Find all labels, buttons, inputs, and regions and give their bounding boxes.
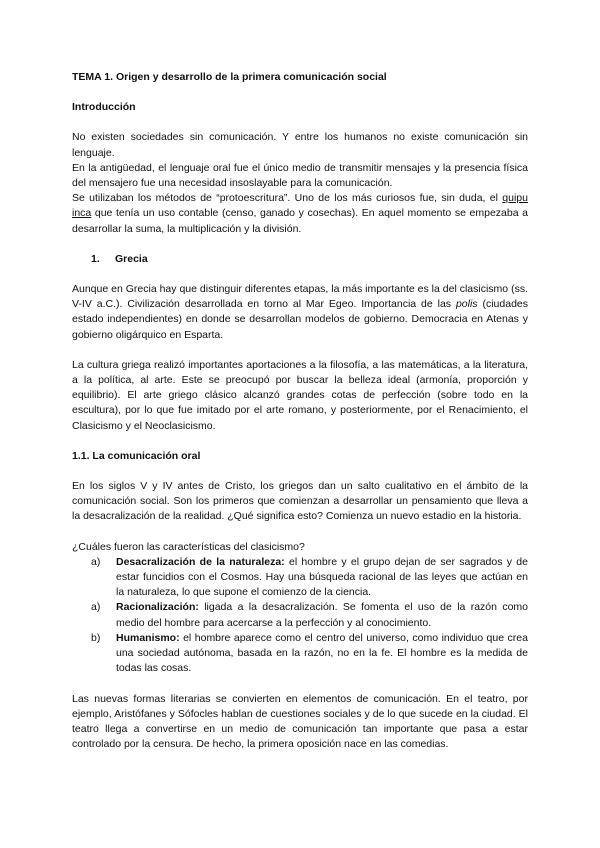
intro-p3-text-a: Se utilizaban los métodos de “protoescritura”. Uno de los más curiosos fue, sin duda, el [72, 192, 503, 205]
list-item-term: Desacralización de la naturaleza: [116, 555, 285, 568]
intro-paragraph-1: No existen sociedades sin comunicación. Y entre los humanos no existe comunicación sin lenguaje. [72, 131, 528, 159]
intro-paragraph-3 [72, 191, 528, 237]
list-item-term: Racionalización: [116, 601, 199, 614]
characteristics-list [72, 555, 528, 677]
list-item-term: Humanismo: [116, 631, 180, 644]
section-1-paragraph-1 [72, 282, 528, 343]
section-1-title: Grecia [115, 252, 148, 265]
quipu-inca-link[interactable]: quipu inca [72, 192, 528, 220]
section-1-paragraph-2: La cultura griega realizó importantes aportaciones a la filosofía, a las matemáticas, a la literatura, a la política, al arte. Este se preocupó por buscar la belleza ideal (armonía, proporción y equilibrio). El arte griego clásico alcanzó grandes cotas de perfección (sobre todo en la escultura), por lo que fue imitado por el arte romano, y posteriormente, por el Renacimiento, el Clasicismo y el Neoclasicismo. [72, 358, 528, 432]
section-1-1-paragraph-2: Las nuevas formas literarias se convierten en elementos de comunicación. En el teatro, por ejemplo, Aristófanes y Sófocles hablan de cuestiones sociales y de lo que sucede en la ciudad. El teatro llega a convertirse en un medio de comunicación tan importante que pasa a estar controlado por la censura. De hecho, la primera oposición nace en las comedias. [72, 692, 528, 751]
section-1-heading [72, 252, 528, 267]
list-item [72, 600, 528, 630]
list-item-marker: a) [91, 555, 101, 568]
polis-term: polis [455, 298, 478, 311]
list-item-text: ligada a la desacralización. Se fomenta el uso de la razón como medio del hombre para acercarse a la perfección y al conocimiento. [116, 601, 528, 629]
section-1-1-heading: 1.1. La comunicación oral [72, 449, 201, 462]
list-item [72, 555, 528, 601]
section-1-1-paragraph-1: En los siglos V y IV antes de Cristo, los griegos dan un salto cualitativo en el ámbito de la comunicación social. Son los primeros que comienzan a desarrollar un pensamiento que lleva a la desacralización de la realidad. ¿Qué significa esto? Comienza un nuevo estadio en la historia. [72, 480, 528, 523]
intro-paragraph-2: En la antigüedad, el lenguaje oral fue el único medio de transmitir mensajes y la presencia física del mensajero fue una necesidad insoslayable para la comunicación. [72, 161, 528, 190]
section-1-p1-text-a: Aunque en Grecia hay que distinguir diferentes etapas, la más importante es la del clasicismo (ss. V-IV a.C.). Civilización desarrollada en torno al Mar Egeo. Importancia de las [72, 283, 528, 311]
intro-p3-text-b: que tenía un uso contable (censo, ganado y cosechas). En aquel momento se empezaba a desarrollar la suma, la multiplicación y la división. [72, 207, 528, 235]
intro-heading: Introducción [72, 101, 136, 114]
list-item-text: el hombre aparece como el centro del universo, como individuo que crea una sociedad autónoma, basada en la razón, no en la fe. El hombre es la medida de todas las cosas. [116, 631, 528, 675]
list-item-marker: b) [91, 631, 101, 644]
section-1-number: 1. [91, 252, 100, 265]
document-title: TEMA 1. Origen y desarrollo de la primera comunicación social [72, 71, 387, 83]
list-item-text: el hombre y el grupo dejan de ser sagrados y de estar funcidios con el Cosmos. Hay una búsqueda racional de las leyes que actúan en la naturaleza, lo que supone el comienzo de la ciencia. [116, 555, 528, 599]
list-item [72, 631, 528, 677]
list-item-marker: a) [91, 601, 101, 614]
document-page [72, 70, 528, 752]
clasicismo-question: ¿Cuáles fueron las características del clasicismo? [72, 540, 305, 553]
section-1-p1-text-b: (ciudades estado independientes) en donde se desarrollan modelos de gobierno. Democracia en Atenas y gobierno oligárquico en Esparta. [72, 298, 528, 341]
